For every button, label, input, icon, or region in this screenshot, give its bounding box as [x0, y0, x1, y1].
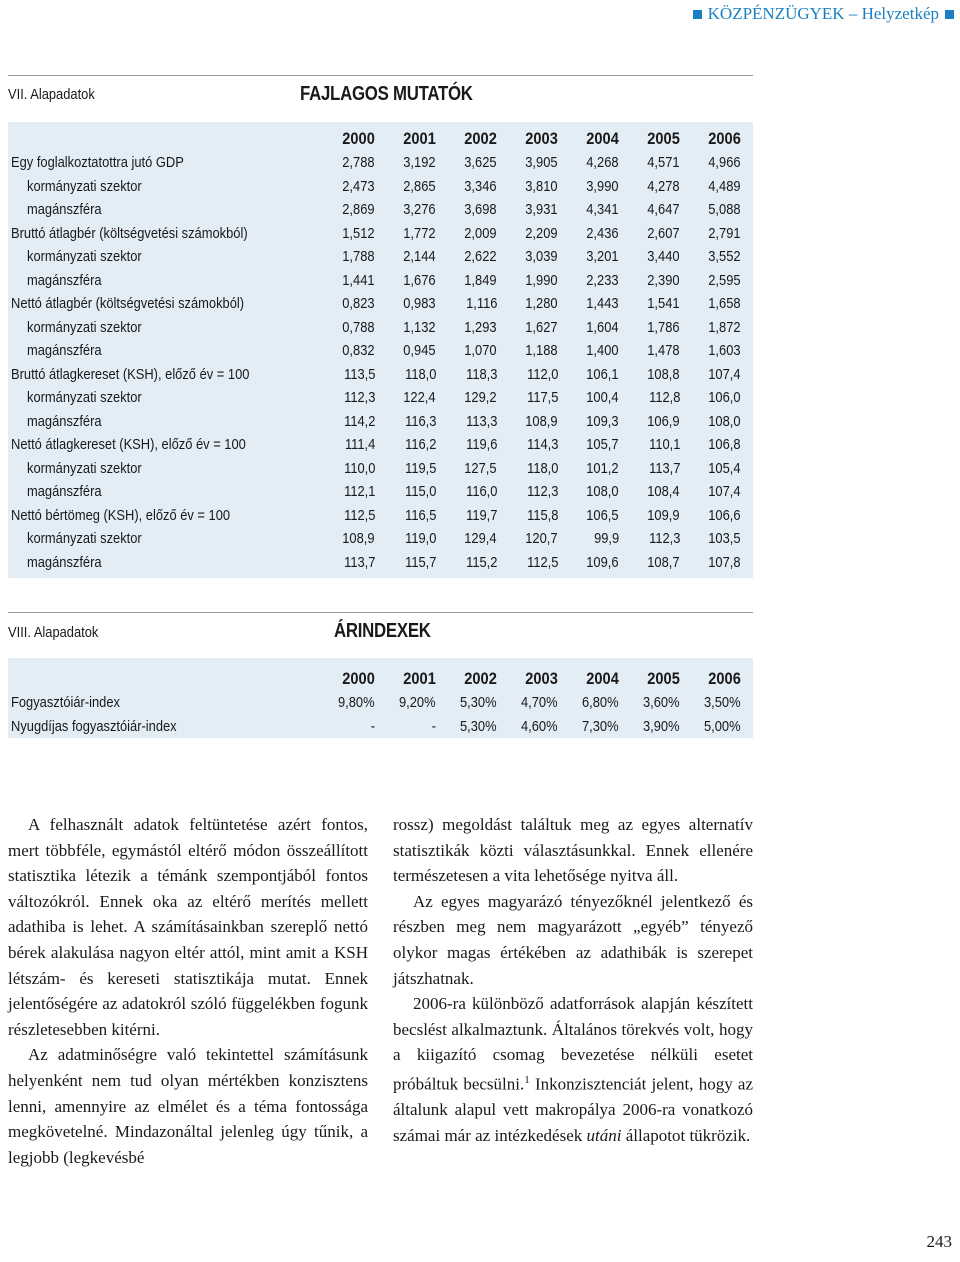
row-label: Bruttó átlagkereset (KSH), előző év = 100: [11, 365, 250, 383]
table-cell: 2,209: [525, 224, 558, 242]
year-header: 2002: [464, 128, 497, 148]
table-cell: 116,0: [465, 483, 497, 501]
table-cell: 113,3: [465, 412, 497, 430]
table-cell: 116,3: [404, 412, 436, 430]
table-cell: 119,6: [465, 436, 497, 454]
row-label: Nettó átlagkereset (KSH), előző év = 100: [11, 436, 246, 454]
table-cell: 113,7: [648, 459, 680, 477]
table-cell: 1,676: [403, 271, 436, 289]
table-cell: 2,009: [464, 224, 497, 242]
running-header: [693, 4, 954, 24]
table-cell: 119,0: [404, 530, 436, 548]
table-row: [8, 339, 753, 363]
arindexek-table: [8, 666, 753, 738]
row-label: Nyugdíjas fogyasztóiár-index: [11, 717, 177, 735]
table-cell: 127,5: [464, 459, 497, 477]
body-column-right: [393, 812, 753, 1148]
table-cell: 3,810: [525, 177, 558, 195]
running-title: KÖZPÉNZÜGYEK – Helyzetkép: [707, 4, 939, 23]
table-cell: 122,4: [403, 389, 436, 407]
row-label: Nettó bértömeg (KSH), előző év = 100: [11, 506, 231, 524]
section-label: VIII. Alapadatok: [8, 624, 99, 641]
table-cell: 3,201: [586, 248, 619, 266]
table-cell: 1,872: [708, 318, 741, 336]
table-cell: 3,60%: [643, 694, 680, 712]
table-cell: 106,0: [708, 389, 741, 407]
paragraph: Az adatminőségre való tekintettel számításunk helyenként nem tud olyan mértékben konzisztens lenni, amennyire az elmélet és a téma fontossága megkövetelné. Mindazonáltal jelenleg úgy tűnik, a legjobb (legkevésbé: [8, 1045, 368, 1167]
table-cell: 3,625: [464, 154, 497, 172]
table-cell: 1,603: [708, 342, 741, 360]
paragraph: rossz) megoldást találtuk meg az egyes alternatív statisztikák közti választásunkkal. Ennek ellenére természetesen a vita lehetősége nyitva áll.: [393, 815, 753, 886]
table-cell: 116,2: [404, 436, 436, 454]
table-cell: 3,440: [647, 248, 680, 266]
table-cell: 101,2: [586, 459, 619, 477]
section-rule: [8, 75, 753, 76]
table-cell: 1,627: [525, 318, 558, 336]
header-spacer: [8, 666, 326, 691]
table-cell: 114,2: [343, 412, 375, 430]
table-cell: 113,7: [343, 553, 375, 571]
table-row: [8, 480, 753, 504]
square-bullet-icon: [693, 10, 702, 19]
row-label: Nettó átlagbér (költségvetési számokból): [11, 295, 245, 313]
table-cell: 4,341: [586, 201, 619, 219]
table-cell: 119,5: [404, 459, 436, 477]
table-cell: 106,1: [586, 365, 619, 383]
table-cell: 5,088: [708, 201, 741, 219]
table-cell: 2,791: [708, 224, 741, 242]
footnote-marker[interactable]: 1: [524, 1073, 530, 1086]
table-cell: 1,658: [708, 295, 741, 313]
section-rule: [8, 612, 753, 613]
square-bullet-icon: [945, 10, 954, 19]
table-cell: 4,647: [647, 201, 680, 219]
section-title: ÁRINDEXEK: [334, 620, 431, 642]
table-cell: 112,1: [343, 483, 375, 501]
table-cell: 2,473: [342, 177, 375, 195]
paragraph: 2006-ra különböző adatforrások alapján készített becslést alkalmaztunk. Általános törekvés volt, hogy a kiigazító csomag bevezetése nélküli esetet próbáltuk becsülni.$^1$ Inkonzisztenciát jelent, hogy az általunk alapul vett makropálya 2006-ra vonatkozó számai már az intézkedések utáni állapotot tükrözik.: [393, 994, 753, 1145]
table-cell: 4,571: [647, 154, 680, 172]
table-cell: 115,2: [465, 553, 497, 571]
table-cell: 106,9: [647, 412, 680, 430]
year-header: 2000: [342, 668, 375, 688]
row-label: magánszféra: [27, 483, 102, 501]
table-cell: 3,346: [464, 177, 497, 195]
table-cell: 1,788: [342, 248, 375, 266]
table-cell: 110,0: [343, 459, 375, 477]
table-cell: 2,595: [708, 271, 741, 289]
table-cell: 4,489: [708, 177, 741, 195]
table-row: [8, 292, 753, 316]
table-cell: 0,823: [342, 295, 375, 313]
table-cell: 129,4: [464, 530, 497, 548]
table-cell: 4,60%: [521, 717, 558, 735]
paragraph: A felhasznált adatok feltüntetése azért fontos, mert többféle, egymástól eltérő módon összeállított statisztika létezik a témánk szempontjából fontos változókról. Ennek oka az eltérő merítés mellett adathiba is lehet. A számításainkban szereplő nettó bérek alakulása nagyon eltér attól, mint amit a KSH létszám- és kereseti statisztikája mutat. Ennek jelentőségére az adatokról szóló függelékben fogunk részletesebben kitérni.: [8, 815, 368, 1039]
table-cell: 1,132: [403, 318, 436, 336]
table-cell: 107,4: [708, 365, 741, 383]
table-cell: 7,30%: [582, 717, 619, 735]
table-row: [8, 245, 753, 269]
table-cell: 1,604: [586, 318, 619, 336]
table-cell: 105,7: [586, 436, 619, 454]
table-cell: 4,966: [708, 154, 741, 172]
table-cell: 1,441: [342, 271, 375, 289]
table-cell: 1,478: [647, 342, 680, 360]
table-cell: 5,30%: [460, 717, 497, 735]
table-row: [8, 504, 753, 528]
table-cell: 3,931: [525, 201, 558, 219]
table-cell: 111,4: [344, 436, 375, 454]
table-cell: 115,8: [526, 506, 558, 524]
table-cell: -: [370, 717, 375, 735]
table-cell: 6,80%: [582, 694, 619, 712]
table-cell: 115,0: [404, 483, 436, 501]
table-cell: 112,3: [648, 530, 680, 548]
row-label: magánszféra: [27, 271, 102, 289]
table-cell: 1,786: [647, 318, 680, 336]
table-cell: 108,0: [586, 483, 619, 501]
table-cell: 112,3: [343, 389, 375, 407]
year-header: 2001: [403, 668, 436, 688]
row-label: magánszféra: [27, 412, 102, 430]
table-cell: 108,9: [342, 530, 375, 548]
table-row: [8, 269, 753, 293]
table-cell: 1,772: [403, 224, 436, 242]
table-cell: 3,039: [525, 248, 558, 266]
table-cell: 103,5: [708, 530, 741, 548]
fajlagos-mutatok-table: [8, 126, 753, 574]
table-row: [8, 175, 753, 199]
table-cell: 3,50%: [704, 694, 741, 712]
table-cell: 1,990: [525, 271, 558, 289]
year-header: 2000: [342, 128, 375, 148]
row-label: Bruttó átlagbér (költségvetési számokból): [11, 224, 248, 242]
table-cell: 118,3: [465, 365, 497, 383]
table-cell: 116,5: [404, 506, 436, 524]
table-cell: 1,541: [647, 295, 680, 313]
year-header: 2005: [647, 128, 680, 148]
year-header: 2001: [403, 128, 436, 148]
row-label: kormányzati szektor: [27, 248, 142, 266]
table-cell: 113,5: [343, 365, 375, 383]
table-cell: 9,80%: [338, 694, 375, 712]
table-cell: 3,552: [708, 248, 741, 266]
table-cell: 107,4: [708, 483, 741, 501]
table-cell: 3,90%: [643, 717, 680, 735]
table-cell: 2,622: [464, 248, 497, 266]
year-header: 2006: [708, 668, 741, 688]
body-column-left: [8, 812, 368, 1170]
table-cell: 112,5: [343, 506, 375, 524]
row-label: kormányzati szektor: [27, 318, 142, 336]
table-cell: 112,0: [526, 365, 558, 383]
table-cell: 2,233: [586, 271, 619, 289]
table-cell: 109,3: [586, 412, 619, 430]
table-cell: 1,400: [586, 342, 619, 360]
row-label: Fogyasztóiár-index: [11, 694, 120, 712]
year-header: 2004: [586, 668, 619, 688]
table-row: [8, 151, 753, 175]
table-cell: 114,3: [526, 436, 558, 454]
table-cell: 1,443: [586, 295, 619, 313]
table-cell: 0,832: [342, 342, 375, 360]
header-spacer: [8, 126, 326, 151]
row-label: kormányzati szektor: [27, 459, 142, 477]
table-cell: 4,278: [647, 177, 680, 195]
table-cell: 3,276: [403, 201, 436, 219]
table-cell: 2,865: [403, 177, 436, 195]
table-row: [8, 386, 753, 410]
table-row: [8, 551, 753, 575]
table-cell: 1,293: [464, 318, 497, 336]
table-cell: 1,188: [525, 342, 558, 360]
table-row: [8, 316, 753, 340]
table-row: [8, 410, 753, 434]
table-cell: 0,945: [403, 342, 436, 360]
table-cell: 100,4: [586, 389, 619, 407]
table-row: [8, 457, 753, 481]
table-cell: 109,6: [586, 553, 619, 571]
table-cell: 107,8: [708, 553, 741, 571]
table-cell: 108,8: [647, 365, 680, 383]
table-row: [8, 691, 753, 715]
table-row: [8, 222, 753, 246]
table-cell: 119,7: [465, 506, 497, 524]
page-number: 243: [926, 1232, 952, 1251]
table-cell: 1,116: [465, 295, 497, 313]
table-cell: 3,990: [586, 177, 619, 195]
table-row: [8, 433, 753, 457]
table-cell: 109,9: [647, 506, 680, 524]
row-label: magánszféra: [27, 201, 102, 219]
table-cell: 2,436: [586, 224, 619, 242]
table-cell: 118,0: [526, 459, 558, 477]
table-cell: 0,788: [342, 318, 375, 336]
table-cell: 117,5: [526, 389, 558, 407]
table-cell: 2,390: [647, 271, 680, 289]
year-header: 2003: [525, 668, 558, 688]
table-cell: 115,7: [404, 553, 436, 571]
table-cell: 3,698: [464, 201, 497, 219]
table-cell: 0,983: [403, 295, 436, 313]
table-cell: 106,8: [708, 436, 741, 454]
table-cell: 5,30%: [460, 694, 497, 712]
table-cell: 4,70%: [521, 694, 558, 712]
table-cell: 1,070: [464, 342, 497, 360]
table-row: [8, 715, 753, 739]
year-header: 2004: [586, 128, 619, 148]
table-cell: 4,268: [586, 154, 619, 172]
table-cell: 105,4: [708, 459, 741, 477]
row-label: magánszféra: [27, 342, 102, 360]
row-label: Egy foglalkoztatottra jutó GDP: [11, 154, 184, 172]
table-cell: 3,192: [403, 154, 436, 172]
table-cell: 2,788: [342, 154, 375, 172]
table-cell: 112,5: [526, 553, 558, 571]
table-cell: 3,905: [525, 154, 558, 172]
table-cell: 106,5: [586, 506, 619, 524]
table-cell: -: [431, 717, 436, 735]
year-header: 2003: [525, 128, 558, 148]
row-label: magánszféra: [27, 553, 102, 571]
table-cell: 120,7: [525, 530, 558, 548]
table-cell: 1,849: [464, 271, 497, 289]
table-cell: 5,00%: [704, 717, 741, 735]
table-cell: 112,3: [526, 483, 558, 501]
table-cell: 108,0: [708, 412, 741, 430]
row-label: kormányzati szektor: [27, 389, 142, 407]
paragraph: Az egyes magyarázó tényezőknél jelentkező és részben meg nem magyarázott „egyéb” tényező olykor magas értékében az adathibák is szerepet játszhatnak.: [393, 891, 753, 988]
year-header: 2002: [464, 668, 497, 688]
table-cell: 2,144: [403, 248, 436, 266]
table-cell: 2,607: [647, 224, 680, 242]
year-header: 2006: [708, 128, 741, 148]
table-cell: 118,0: [404, 365, 436, 383]
row-label: kormányzati szektor: [27, 530, 142, 548]
table-cell: 2,869: [342, 201, 375, 219]
table-cell: 110,1: [648, 436, 680, 454]
table-row: [8, 527, 753, 551]
table-cell: 106,6: [708, 506, 741, 524]
row-label: kormányzati szektor: [27, 177, 142, 195]
table-row: [8, 363, 753, 387]
table-row: [8, 198, 753, 222]
table-cell: 108,9: [525, 412, 558, 430]
table-cell: 112,8: [648, 389, 680, 407]
table-cell: 108,4: [647, 483, 680, 501]
table-cell: 9,20%: [399, 694, 436, 712]
table-cell: 99,9: [593, 530, 619, 548]
table-cell: 108,7: [647, 553, 680, 571]
table-cell: 1,512: [342, 224, 375, 242]
table-cell: 1,280: [525, 295, 558, 313]
table-cell: 129,2: [464, 389, 497, 407]
section-title: FAJLAGOS MUTATÓK: [300, 83, 473, 105]
year-header: 2005: [647, 668, 680, 688]
section-label: VII. Alapadatok: [8, 86, 95, 103]
